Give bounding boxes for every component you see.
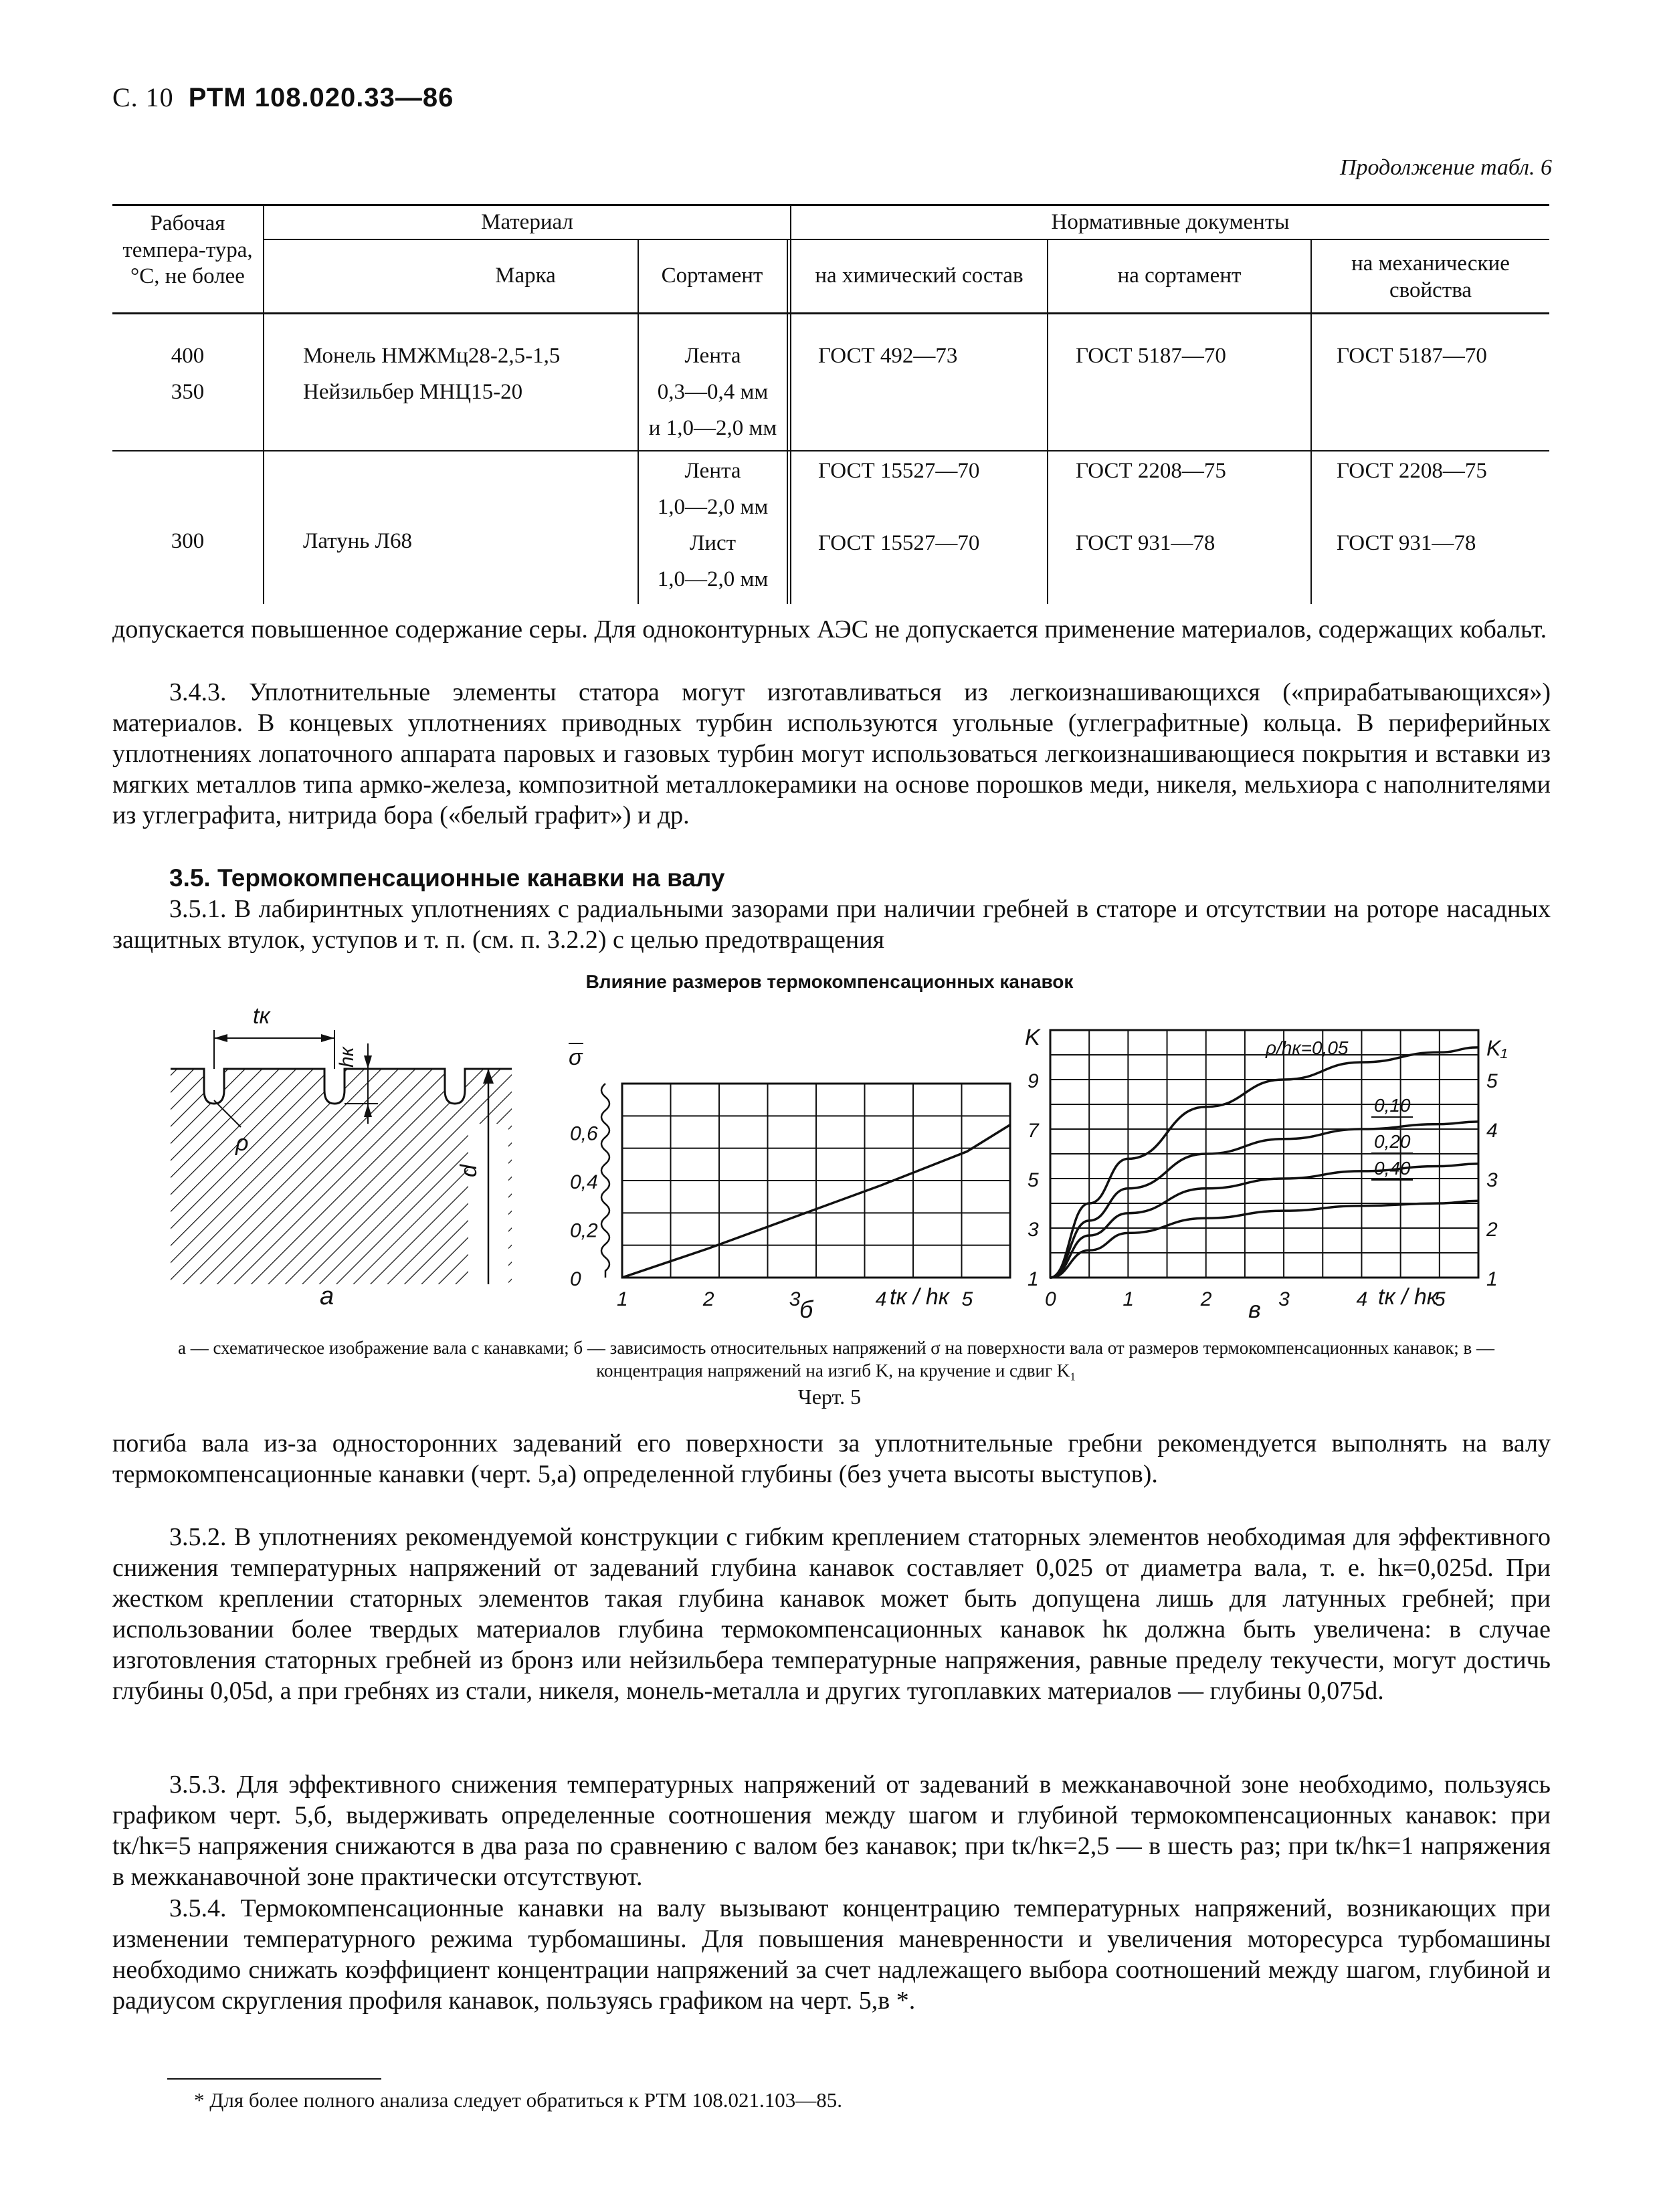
row2-mech-b: ГОСТ 931—78 (1337, 531, 1476, 555)
table-continuation: Продолжение табл. 6 (1339, 155, 1552, 180)
row1-temp-a: 400 (171, 344, 205, 368)
chart-c-y2-tick: 3 (1486, 1169, 1498, 1191)
curve-label-0-20: 0,20 (1374, 1131, 1411, 1152)
paragraph-3-5-3: 3.5.3. Для эффективного снижения температурных напряжений от задеваний в межканавочной зоне необходимо, пользуясь графиком черт. 5,б, выдерживать определенные соотношения между шагом и глубиной термокомпенсационных канавок: при tк/hк=5 напряжения снижаются в два раза по сравнению с валом без канавок; при tк/hк=2,5 — в шесть раз; при tк/hк=1 напряжения в межканавочной зоне практически отсутствуют. (112, 1771, 1551, 1891)
figure-title: Влияние размеров термокомпенсационных канавок (585, 971, 1074, 992)
row1-marka-b: Нейзильбер МНЦ15-20 (303, 380, 523, 404)
figure-caption: а — схематическое изображение вала с канавками; б — зависимость относительных напряжений σ на поверхности вала от размеров термокомпенсационных канавок; в — концентрация напряжений на изгиб K, на кручение и сдвиг K₁ (178, 1338, 1494, 1381)
document-code: РТМ 108.020.33—86 (188, 83, 454, 112)
row2-sort-doc-b: ГОСТ 931—78 (1076, 531, 1215, 555)
chart-c-y-tick: 1 (1028, 1268, 1039, 1290)
shaft-schematic (171, 1003, 512, 1310)
subfigure-b-label: б (799, 1296, 813, 1323)
chart-b-x-tick: 5 (961, 1288, 973, 1310)
chart-c-y2-tick: 2 (1486, 1219, 1498, 1241)
header-temperature: Рабочая темпера-тура, °С, не более (122, 211, 253, 289)
curve-label-0-10: 0,10 (1374, 1095, 1411, 1116)
chart-c-x-tick: 0 (1045, 1288, 1056, 1310)
footnote-rule (167, 2078, 381, 2080)
footnote: * Для более полного анализа следует обратиться к РТМ 108.021.103—85. (194, 2088, 842, 2112)
figure-number: Черт. 5 (797, 1385, 862, 1409)
paragraph-sulfur: допускается повышенное содержание серы. Для одноконтурных АЭС не допускается применение материалов, содержащих кобальт. (112, 615, 1547, 643)
row1-chem: ГОСТ 492—73 (818, 344, 958, 368)
chart-b (569, 1043, 1010, 1323)
section-heading-3-5: 3.5. Термокомпенсационные канавки на валу (169, 864, 725, 892)
chart-c-x-tick: 3 (1278, 1288, 1290, 1310)
chart-c-x-tick: 2 (1200, 1288, 1212, 1310)
row2-chem-b: ГОСТ 15527—70 (818, 531, 980, 555)
curve-label-0-40: 0,40 (1374, 1158, 1411, 1179)
paragraph-3-5-2: 3.5.2. В уплотнениях рекомендуемой конструкции с гибким креплением статорных элементов необходимая для эффективного снижения температурных напряжений от задеваний глубина канавок составляет 0,025 от диаметра вала, т. е. hк=0,025d. При жестком креплении статорных элементов такая глубина канавок может быть допущена лишь для латунных гребней; при использовании более твердых материалов глубина термокомпенсационных канавок hк должна быть увеличена: в случае изготовления статорных гребней из бронз или нейзильбера температурные напряжения, равные пределу текучести, могут достичь глубины 0,05d, а при гребнях из стали, никеля, монель-металла и других тугоплавких материалов — глубины 0,075d. (112, 1523, 1551, 1705)
paragraph-3-5-4: 3.5.4. Термокомпенсационные канавки на валу вызывают концентрацию температурных напряжений, возникающих при изменении температурного режима турбомашины. Для повышения маневренности и увеличения моторесурса турбомашины необходимо снижать коэффициент концентрации напряжений за счет надлежащего выбора соотношений между шагом, глубиной и радиусом скругления профиля канавок, пользуясь графиком на черт. 5,в *. (112, 1894, 1551, 2015)
row1-sort-c: и 1,0—2,0 мм (648, 416, 777, 440)
header-marka: Марка (495, 264, 556, 288)
page-number: С. 10 (112, 82, 174, 112)
row2-chem-a: ГОСТ 15527—70 (818, 459, 980, 483)
header-sortament: Сортамент (661, 264, 763, 288)
chart-c-y-tick: 7 (1028, 1120, 1039, 1142)
row1-mech: ГОСТ 5187—70 (1337, 344, 1487, 368)
k1-axis-label: K₁ (1486, 1036, 1508, 1060)
header-mech: на механические свойства (1351, 252, 1510, 302)
figure-5 (0, 990, 1659, 1338)
chart-b-y-tick: 0,6 (570, 1122, 598, 1145)
paragraph-shaft-bend: погиба вала из-за односторонних задеваний его поверхности за уплотнительные гребни рекомендуется выполнять на валу термокомпенсационные канавки (черт. 5,а) определенной глубины (без учета высоты выступов). (112, 1429, 1551, 1488)
k-curve-3 (1050, 1201, 1478, 1278)
row2-sort-d: 1,0—2,0 мм (657, 567, 769, 591)
chart-b-x-tick: 3 (789, 1288, 801, 1310)
row1-sort-b: 0,3—0,4 мм (657, 380, 769, 404)
row2-temp: 300 (171, 529, 205, 553)
chart-b-x-tick: 2 (702, 1288, 714, 1310)
row1-sort-doc: ГОСТ 5187—70 (1076, 344, 1226, 368)
chart-c-x-tick: 5 (1434, 1288, 1446, 1310)
header-material: Материал (481, 210, 573, 234)
radius-label: ρ (235, 1130, 249, 1156)
pitch-label: tк (253, 1003, 270, 1029)
k-curve-2 (1050, 1164, 1478, 1278)
chart-b-y-tick: 0 (570, 1268, 581, 1290)
chart-c-y2-tick: 4 (1486, 1120, 1498, 1142)
chart-c-y2-tick: 5 (1486, 1070, 1498, 1092)
k-curve-1 (1050, 1122, 1478, 1278)
row2-mech-a: ГОСТ 2208—75 (1337, 459, 1487, 483)
chart-c-y-tick: 3 (1028, 1219, 1039, 1241)
chart-c (1025, 1025, 1507, 1323)
chart-b-x-tick: 4 (875, 1288, 887, 1310)
paragraph-3-5-1: 3.5.1. В лабиринтных уплотнениях с радиальными зазорами при наличии гребней в статоре и отсутствии на роторе насадных защитных втулок, уступов и т. п. (см. п. 3.2.2) с целью предотвращения (112, 895, 1551, 954)
chart-c-y2-tick: 1 (1486, 1268, 1498, 1290)
diameter-label: d (456, 1165, 482, 1177)
k-axis-label: K (1025, 1025, 1040, 1050)
chart-b-x-tick: 1 (617, 1288, 628, 1310)
row1-temp-b: 350 (171, 380, 205, 404)
row1-sort-a: Лента (684, 344, 741, 368)
materials-table (112, 204, 1549, 605)
page-header (112, 82, 454, 113)
row1-marka-a: Монель НМЖМц28-2,5-1,5 (303, 344, 561, 368)
chart-c-x-tick: 4 (1356, 1288, 1368, 1310)
subfigure-a-label: а (320, 1282, 334, 1310)
paragraph-3-4-3: 3.4.3. Уплотнительные элементы статора могут изготавливаться из легкоизнашивающихся («прирабатывающихся») материалов. В концевых уплотнениях приводных турбин используются угольные (углеграфитные) кольца. В периферийных уплотнениях лопаточного аппарата паровых и газовых турбин могут использоваться легкоизнашивающиеся покрытия и вставки из мягких металлов типа армко-железа, композитной металлокерамики на основе порошков меди, никеля, мельхиора с наполнителями из углеграфита, нитрида бора («белый графит») и др. (112, 678, 1551, 829)
chart-c-x-label: tк / hк (1378, 1284, 1438, 1310)
chart-b-x-label: tк / hк (890, 1284, 949, 1310)
header-sort-doc: на сортамент (1117, 264, 1242, 288)
depth-label: hк (336, 1047, 358, 1068)
row2-sort-b: 1,0—2,0 мм (657, 495, 769, 519)
row2-marka: Латунь Л68 (303, 529, 413, 553)
chart-c-y-tick: 5 (1028, 1169, 1039, 1191)
row2-sort-c: Лист (689, 531, 737, 555)
chart-c-x-tick: 1 (1123, 1288, 1135, 1310)
header-chem: на химический состав (815, 264, 1023, 288)
subfigure-c-label: в (1248, 1296, 1261, 1323)
curve-label-0-05: ρ/hк=0,05 (1266, 1037, 1349, 1058)
chart-b-y-tick: 0,2 (570, 1219, 598, 1242)
row2-sort-doc-a: ГОСТ 2208—75 (1076, 459, 1226, 483)
chart-b-y-tick: 0,4 (570, 1171, 598, 1193)
sigma-axis-label: σ (569, 1045, 583, 1070)
header-documents: Нормативные документы (1051, 210, 1290, 234)
chart-c-y-tick: 9 (1028, 1070, 1039, 1092)
row2-sort-a: Лента (684, 459, 741, 483)
k-curve-0 (1050, 1047, 1478, 1278)
